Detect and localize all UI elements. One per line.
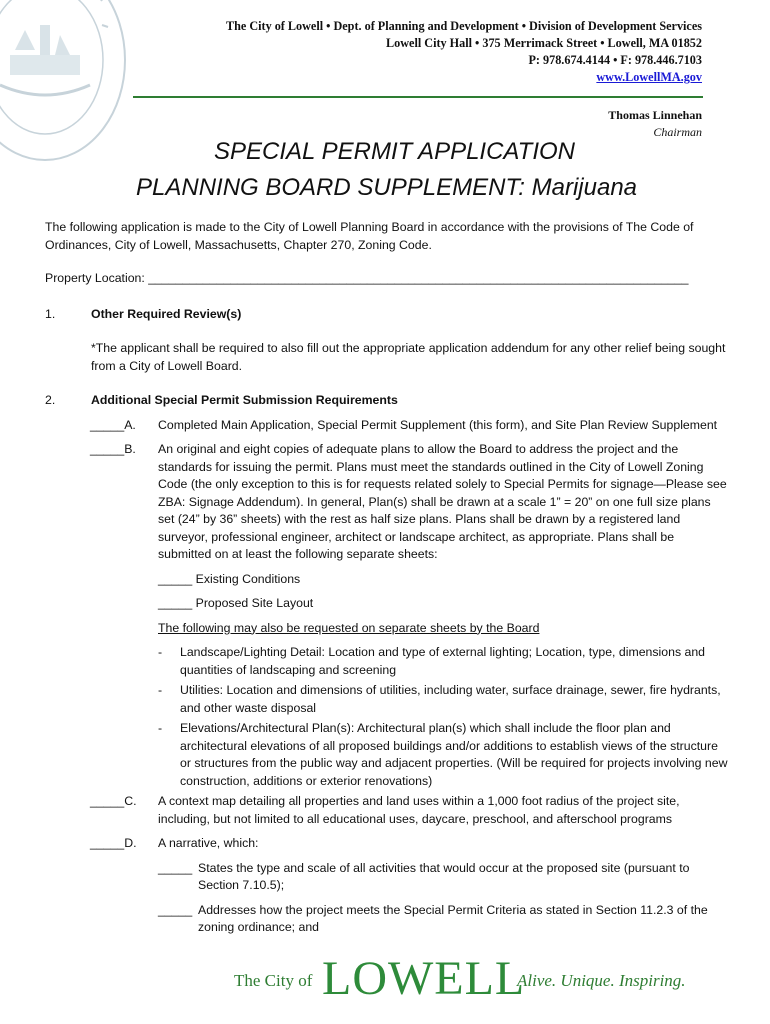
letterhead-address: Lowell City Hall • 375 Merrimack Street • Lowell, MA 01852 [386,36,702,50]
optional-sheets-heading: The following may also be requested on separate sheets by the Board [158,620,540,635]
item-checkbox-blank[interactable]: _____C. [90,794,137,808]
optional-sheet-landscaping [45,644,735,679]
narrative-item-1 [45,860,735,895]
footer-lowell-wordmark: LOWELL [322,952,526,1005]
bullet-text: Landscape/Lighting Detail: Location and type of external lighting; Location, type, dimensions and quantities of landscaping and screening [180,645,706,677]
property-location-field[interactable]: Property Location: _______________________________________________________________________________ [45,271,689,285]
header-divider [133,96,703,98]
checklist-item-b [45,441,735,564]
narrative-item-2 [45,902,735,937]
section-number: 2. [45,393,56,407]
narrative-text: Addresses how the project meets the Special Permit Criteria as stated in Section 11.2.3 of the zoning ordinance; and [198,902,708,934]
letterhead [226,18,702,86]
bullet-dash: - [158,683,163,697]
checklist-item-d [45,835,735,853]
item-text: An original and eight copies of adequate plans to allow the Board to address the project and the standards for issuing the permit. Plans must meet the standards outlined in the City of Lowell Zoning Code (the only exception to this is for requests related solely to Special Permits for signage—Please see ZBA: Signage Addendum). In general, Plan(s) shall be drawn at a scale 1” = 20” on one full size plans set (24” by 36” sheets) with the rest as half size plans. Plans shall be drawn by a registered land surveyor, professional engineer, architect or landscape architect, as appropriate. Plans shall be submitted on at least the following separate sheets: [158,442,727,561]
section-1-note: *The applicant shall be required to also fill out the appropriate application addendum for any other relief being sought from a City of Lowell Board. [91,341,726,373]
item-checkbox-blank[interactable]: _____A. [90,417,136,432]
footer-prefix: The City of [234,971,313,990]
letterhead-departments: The City of Lowell • Dept. of Planning and Development • Division of Development Services [225,19,702,33]
bullet-text: Utilities: Location and dimensions of utilities, including water, surface drainage, sewer, fire hydrants, and other waste disposal [180,683,721,715]
city-seal-logo [0,0,130,165]
item-text: A narrative, which: [158,836,259,850]
section-heading: Additional Special Permit Submission Requirements [91,393,398,407]
checklist-item-a [45,417,735,435]
city-logo-footer [234,952,714,1005]
narrative-text: States the type and scale of all activities that would occur at the proposed site (pursuant to Section 7.10.5); [198,860,690,892]
item-text: Completed Main Application, Special Permit Supplement (this form), and Site Plan Review Supplement [158,417,718,432]
narrative-checkbox-blank[interactable]: _____ [158,902,193,917]
document-title [136,134,637,206]
section-2-header [45,392,735,410]
chairman-name: Thomas Linnehan [608,108,702,122]
bullet-dash: - [158,721,163,735]
letterhead-phone-fax: P: 978.674.4144 • F: 978.446.7103 [528,53,702,67]
narrative-checkbox-blank[interactable]: _____ [158,860,193,875]
footer-tagline: Alive. Unique. Inspiring. [517,971,686,990]
bullet-text: Elevations/Architectural Plan(s): Architectural plan(s) which shall include the floor plan and architectural elevations of all proposed buildings and/or additions to establish views of the structure or structures from the public way and adjacent properties. (Will be required for projects involving new construction, additions or exterior renovations) [180,721,728,788]
website-link[interactable]: www.LowellMA.gov [596,70,702,84]
title-line-2: PLANNING BOARD SUPPLEMENT: Marijuana [136,174,638,201]
intro-paragraph: The following application is made to the City of Lowell Planning Board in accordance with the provisions of The Code of Ordinances, City of Lowell, Massachusetts, Chapter 270, Zoning Code. [45,220,694,252]
optional-sheet-utilities [45,682,735,717]
item-checkbox-blank[interactable]: _____B. [90,442,136,456]
section-heading: Other Required Review(s) [91,306,242,321]
item-checkbox-blank[interactable]: _____D. [90,836,137,850]
sheet-proposed-site-layout[interactable]: _____ Proposed Site Layout [158,596,314,610]
form-body [45,219,735,937]
section-number: 1. [45,306,56,321]
bullet-dash: - [158,645,163,659]
title-line-1: SPECIAL PERMIT APPLICATION [214,138,575,165]
checklist-item-c [45,793,735,828]
item-text: A context map detailing all properties and land uses within a 1,000 foot radius of the project site, including, but not limited to all educational uses, daycare, preschool, and afterschool programs [158,794,680,826]
optional-sheet-elevations [45,720,735,790]
section-1-header [45,306,735,324]
chairman-role: Chairman [653,125,702,139]
sheet-existing-conditions[interactable]: _____ Existing Conditions [158,571,301,586]
